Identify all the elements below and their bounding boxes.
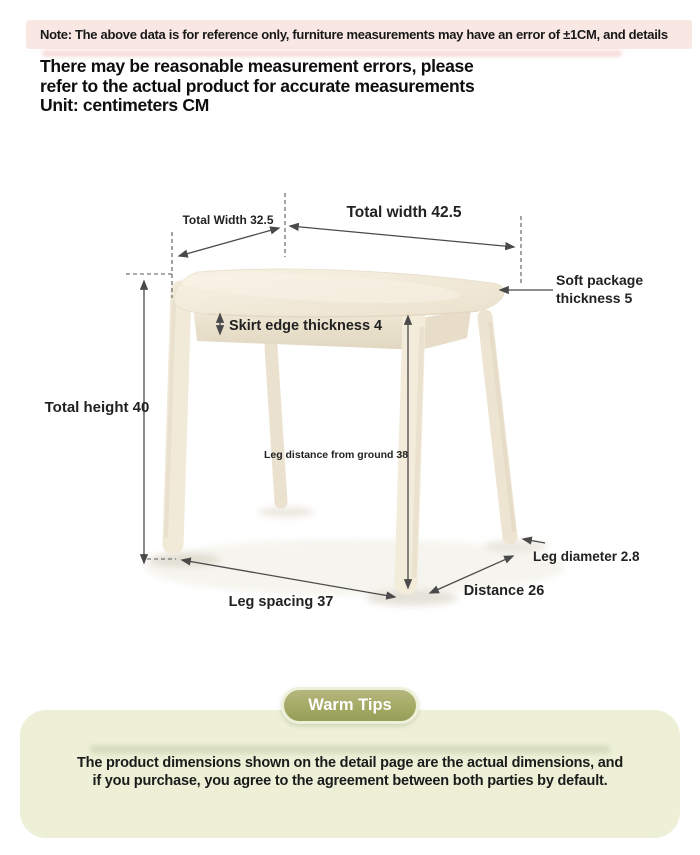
- dim-arrow-width-back: [179, 228, 279, 256]
- dimension-diagram-svg: [0, 140, 700, 660]
- label-distance: Distance 26: [463, 583, 545, 599]
- note-text: Note: The above data is for reference only, furniture measurements may have an error of ±1CM, and details: [40, 27, 668, 42]
- warm-tips-line-2: if you purchase, you agree to the agreement between both parties by default.: [92, 772, 608, 789]
- warm-tips-text: [0, 755, 700, 790]
- heading-line-2: refer to the actual product for accurate measurements: [40, 75, 475, 96]
- label-soft-package-line2: thickness 5: [556, 290, 633, 306]
- label-skirt-edge: Skirt edge thickness 4: [229, 318, 383, 334]
- stool-back-right-leg: [485, 317, 510, 537]
- warm-tips-badge: Warm Tips: [281, 687, 419, 724]
- dim-arrow-width-front: [290, 226, 514, 247]
- label-total-width-front: Total width 42.5: [346, 204, 462, 221]
- label-leg-diameter: Leg diameter 2.8: [533, 549, 640, 564]
- warm-tips-ghost-strip: [90, 745, 610, 754]
- label-leg-distance-ground: Leg distance from ground 38: [263, 449, 409, 461]
- label-leg-spacing: Leg spacing 37: [228, 594, 334, 610]
- heading-line-1: There may be reasonable measurement errors, please: [40, 56, 474, 76]
- label-total-height: Total height 40: [44, 399, 150, 416]
- stool-apron-side: [421, 310, 471, 350]
- heading-line-3: Unit: centimeters CM: [40, 95, 210, 115]
- warm-tips-line-1: The product dimensions shown on the detail page are the actual dimensions, and: [77, 755, 623, 771]
- label-total-width-back: Total Width 32.5: [182, 213, 274, 227]
- stool-back-left-leg: [271, 346, 281, 502]
- label-soft-package-line1: Soft package: [556, 272, 644, 288]
- measurement-heading: [40, 57, 660, 116]
